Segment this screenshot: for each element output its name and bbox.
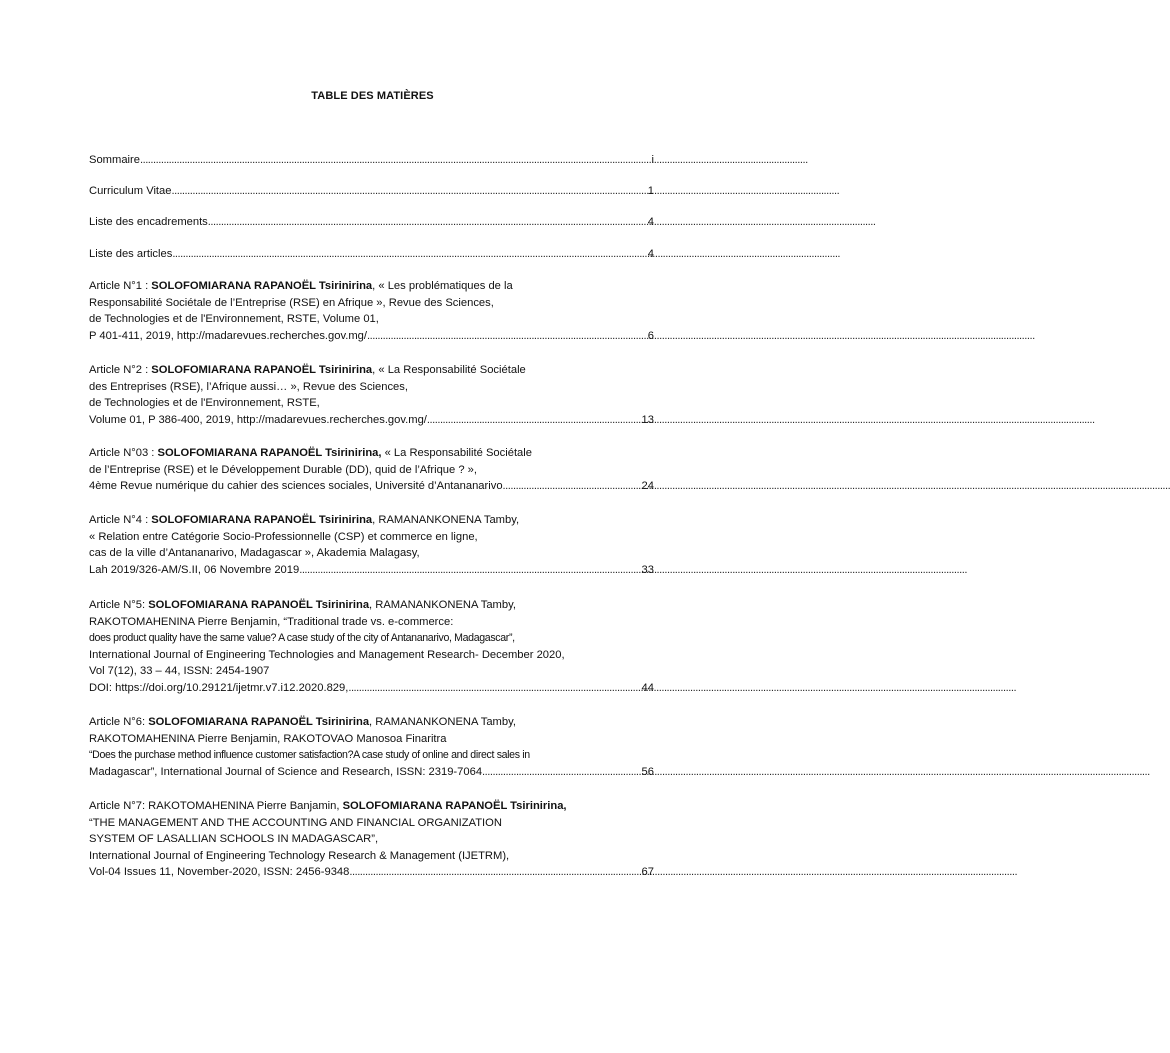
author-name: SOLOFOMIARANA RAPANOËL Tsirinirina bbox=[151, 280, 373, 292]
toc-page-number: 1 bbox=[647, 185, 654, 197]
author-name: SOLOFOMIARANA RAPANOËL Tsirinirina, bbox=[342, 800, 567, 812]
toc-page-number: i bbox=[651, 154, 654, 166]
toc-entry-liste-encadrements[interactable] bbox=[89, 214, 654, 231]
toc-page-number: 4 bbox=[647, 248, 654, 260]
toc-page-number: 13 bbox=[641, 413, 654, 426]
author-name: SOLOFOMIARANA RAPANOËL Tsirinirina bbox=[148, 599, 370, 611]
toc-page-number: 33 bbox=[641, 563, 654, 576]
toc-page-number: 4 bbox=[647, 216, 654, 228]
toc-entry-curriculum-vitae[interactable] bbox=[89, 183, 654, 200]
toc-entry-label: Curriculum Vitae bbox=[89, 185, 172, 197]
toc-entry-article-3[interactable]: Article N°03 : SOLOFOMIARANA RAPANOËL Tsirinirina, « La Responsabilité Sociétale de l’Entreprise (RSE) et le Développement Durable (DD), quid de l’Afrique ? », 4ème Revue numérique du cahier des sciences sociales, Université d’Antananarivo ..... 24 bbox=[89, 445, 654, 495]
toc-page-number: 44 bbox=[641, 681, 654, 694]
toc-page-number: 24 bbox=[641, 480, 654, 492]
toc-entry-article-2[interactable]: Article N°2 : SOLOFOMIARANA RAPANOËL Tsirinirina, « La Responsabilité Sociétale des Entreprises (RSE), l’Afrique aussi… », Revue des Sciences, de Technologies et de l'Environnement, RSTE, Volume 01, P 386-400, 2019, http://madarevues.recherches.gov.mg/ ..... 13 bbox=[89, 362, 654, 428]
toc-entry-article-1[interactable]: Article N°1 : SOLOFOMIARANA RAPANOËL Tsirinirina, « Les problématiques de la Responsabilité Sociétale de l’Entreprise (RSE) en Afrique », Revue des Sciences, de Technologies et de l'Environnement, RSTE, Volume 01, P 401-411, 2019, http://madarevues.recherches.gov.mg/ ..... 6 bbox=[89, 278, 654, 344]
toc-page-number: 56 bbox=[641, 765, 654, 778]
author-name: SOLOFOMIARANA RAPANOËL Tsirinirina bbox=[148, 716, 370, 728]
page-title: TABLE DES MATIÈRES bbox=[311, 90, 434, 102]
toc-entry-article-4[interactable]: Article N°4 : SOLOFOMIARANA RAPANOËL Tsirinirina, RAMANANKONENA Tamby, « Relation entre Catégorie Socio-Professionnelle (CSP) et commerce en ligne, cas de la ville d’Antananarivo, Madagascar », Akademia Malagasy, Lah 2019/326-AM/S.II, 06 Novembre 2019 ..... 33 bbox=[89, 512, 654, 578]
toc-entry-liste-articles[interactable] bbox=[89, 246, 654, 263]
toc-page-number: 67 bbox=[641, 866, 654, 878]
toc-entry-sommaire[interactable] bbox=[89, 152, 654, 169]
toc-entry-article-7[interactable]: Article N°7: RAKOTOMAHENINA Pierre Banjamin, SOLOFOMIARANA RAPANOËL Tsirinirina, “THE MANAGEMENT AND THE ACCOUNTING AND FINANCIAL ORGANIZATION SYSTEM OF LASALLIAN SCHOOLS IN MADAGASCAR”, International Journal of Engineering Technology Research & Management (IJETRM), Vol-04 Issues 11, November-2020, ISSN: 2456-9348 ..... 67 bbox=[89, 798, 654, 881]
author-name: SOLOFOMIARANA RAPANOËL Tsirinirina bbox=[151, 514, 373, 526]
toc-entry-label: Liste des articles bbox=[89, 248, 173, 260]
toc-entry-label: Liste des encadrements bbox=[89, 216, 208, 228]
author-name: SOLOFOMIARANA RAPANOËL Tsirinirina bbox=[151, 364, 373, 376]
toc-entry-article-5[interactable]: Article N°5: SOLOFOMIARANA RAPANOËL Tsirinirina, RAMANANKONENA Tamby, RAKOTOMAHENINA Pierre Benjamin, “Traditional trade vs. e-commerce: does product quality have the same value? A case study of the city of Antananarivo, Madagascar”, International Journal of Engineering Technologies and Management Research- December 2020, Vol 7(12), 33 – 44, ISSN: 2454-1907 DOI: https://doi.org/10.29121/ijetmr.v7.i12.2020.829, ..... 44 bbox=[89, 597, 654, 696]
author-name: SOLOFOMIARANA RAPANOËL Tsirinirina, bbox=[157, 447, 382, 459]
toc-entry-label: Sommaire bbox=[89, 154, 140, 166]
toc-entry-article-6[interactable]: Article N°6: SOLOFOMIARANA RAPANOËL Tsirinirina, RAMANANKONENA Tamby, RAKOTOMAHENINA Pierre Benjamin, RAKOTOVAO Manosoa Finaritra “Does the purchase method influence customer satisfaction?A case study of online and direct sales in Madagascar”, International Journal of Science and Research, ISSN: 2319-7064 ..... 56 bbox=[89, 714, 654, 780]
toc-page-number: 6 bbox=[647, 329, 654, 342]
